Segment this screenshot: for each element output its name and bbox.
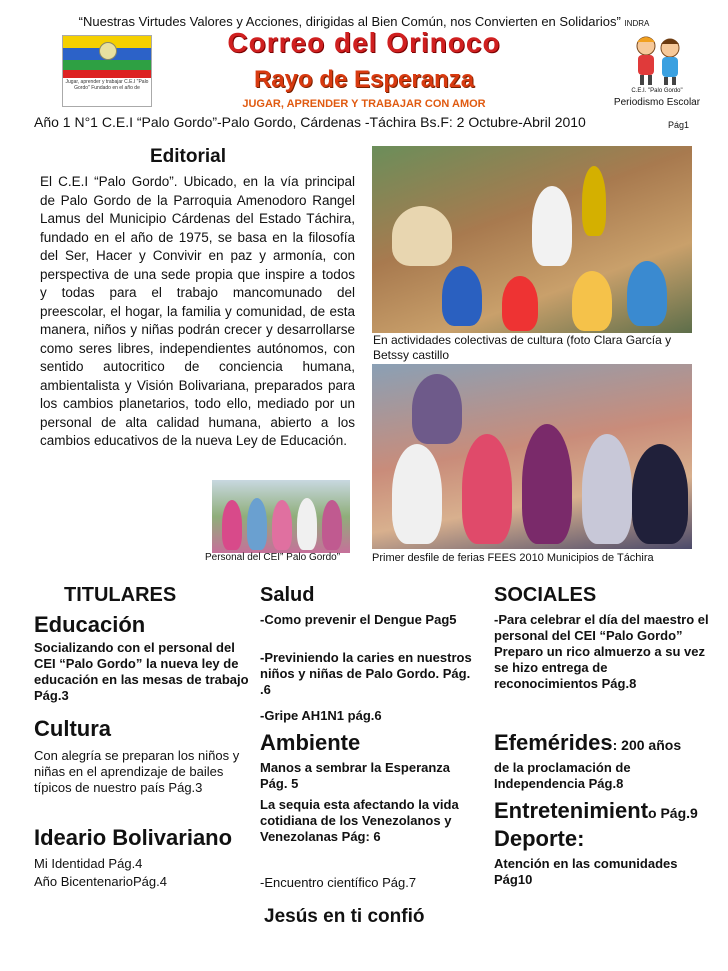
salud-heading: Salud — [260, 584, 315, 606]
entretenimiento-tail: o Pág.9 — [648, 805, 698, 821]
photo-fair-parade — [372, 364, 692, 549]
issue-line: Año 1 N°1 C.E.I “Palo Gordo”-Palo Gordo, Cárdenas -Táchira Bs.F: 2 Octubre-Abril 2010 — [34, 114, 586, 130]
ideario-heading: Ideario Bolivariano — [34, 825, 233, 850]
entretenimiento-title: Entretenimient — [494, 798, 649, 823]
ambiente-item-1: Manos a sembrar la Esperanza Pág. 5 — [260, 760, 451, 791]
deporte-heading: Deporte: — [494, 826, 585, 851]
editorial-title: Editorial — [150, 146, 227, 167]
deporte-text: Atención en las comunidades Pág10 — [494, 856, 678, 887]
kids-illustration-icon — [628, 32, 688, 86]
photo1-caption: En actividades colectivas de cultura (foto Clara García y Betssy castillo — [373, 333, 672, 362]
cultura-heading: Cultura — [34, 716, 111, 741]
ambiente-item-3: -Encuentro científico Pág.7 — [260, 875, 417, 890]
ideario-item-1: Mi Identidad Pág.4 — [34, 856, 143, 871]
efemerides-text: de la proclamación de Independencia Pág.8 — [494, 760, 631, 791]
ideario-item-2: Año BicentenarioPág.4 — [34, 874, 167, 889]
motto-text: “Nuestras Virtudes Valores y Acciones, dirigidas al Bien Común, nos Convierten en Solidarios” — [78, 14, 621, 29]
educacion-text: Socializando con el personal del CEI “Palo Gordo” la nueva ley de educación en las mesas de trabajo Pág.3 — [34, 640, 249, 703]
efemerides-heading — [494, 730, 724, 756]
newspaper-title: Correo del Orinoco — [227, 27, 501, 58]
editorial-body: El C.E.I “Palo Gordo”. Ubicado, en la vía principal de Palo Gordo de la Parroquia Amenodoro Rangel Lamus del Municipio Cárdenas del Estado Táchira, fundado en el año de 1975, se basa en la filosofía del Ser, Hacer y Convivir en paz y armonía, con perspectiva de una sede propia que inspire a todos y todas para el trabajo mancomunado del preescolar, el hogar, la familia y comunidad, de esta manera, niños y niñas podrán crecer y desarrollarse como seres libres, independientes autónomos, con sentido autocritico de conciencia humana, ambientalista y Visión Bolivariana, preparados para los cambios planetarios, todo ello, mediado por un personal de alta calidad humana, abierto a los cambios educativos de la nueva Ley de Educación. — [40, 174, 355, 448]
entretenimiento-heading — [494, 798, 726, 824]
salud-item-3: -Gripe AH1N1 pág.6 — [260, 708, 382, 723]
photo-staff — [212, 480, 350, 553]
page-number: Pág1 — [668, 120, 690, 130]
ambiente-item-2: La sequia esta afectando la vida cotidiana de los Venezolanos y Venezolanas Pág: 6 — [260, 797, 459, 844]
efemerides-tail: : 200 años — [612, 737, 682, 753]
educacion-heading: Educación — [34, 612, 146, 637]
ambiente-heading: Ambiente — [260, 730, 361, 755]
photo-cultural-activity — [372, 146, 692, 333]
motto-tag: INDRA — [624, 19, 650, 28]
efemerides-title: Efemérides — [494, 730, 613, 755]
logo-text: Jugar, aprender y trabajar C.E.I "Palo Gordo" Fundado en el año de — [65, 79, 149, 91]
salud-item-1: -Como prevenir el Dengue Pag5 — [260, 612, 457, 627]
periodismo-label: Periodismo Escolar — [613, 97, 701, 108]
salud-item-2: -Previniendo la caries en nuestros niños y niñas de Palo Gordo. Pág. .6 — [260, 650, 472, 697]
newspaper-subtitle: Rayo de Esperanza — [253, 66, 475, 93]
slogan: JUGAR, APRENDER Y TRABAJAR CON AMOR — [242, 98, 486, 110]
photo3-caption: Personal del CEI” Palo Gordo” — [205, 552, 341, 563]
jesus-line: Jesús en ti confió — [264, 906, 425, 927]
cei-label: C.E.I. "Palo Gordo" — [631, 88, 683, 94]
cultura-text: Con alegría se preparan los niños y niñas en el aprendizaje de bailes típicos de nuestro país Pág.3 — [34, 748, 240, 795]
photo2-caption: Primer desfile de ferias FEES 2010 Municipios de Táchira — [372, 552, 654, 564]
sociales-text: -Para celebrar el día del maestro el personal del CEI “Palo Gordo” Preparo un rico almuerzo a su vez se hizo entrega de reconocimientos Pág.8 — [494, 612, 709, 691]
titulares-heading: TITULARES — [64, 584, 177, 606]
sociales-heading: SOCIALES — [494, 584, 597, 606]
